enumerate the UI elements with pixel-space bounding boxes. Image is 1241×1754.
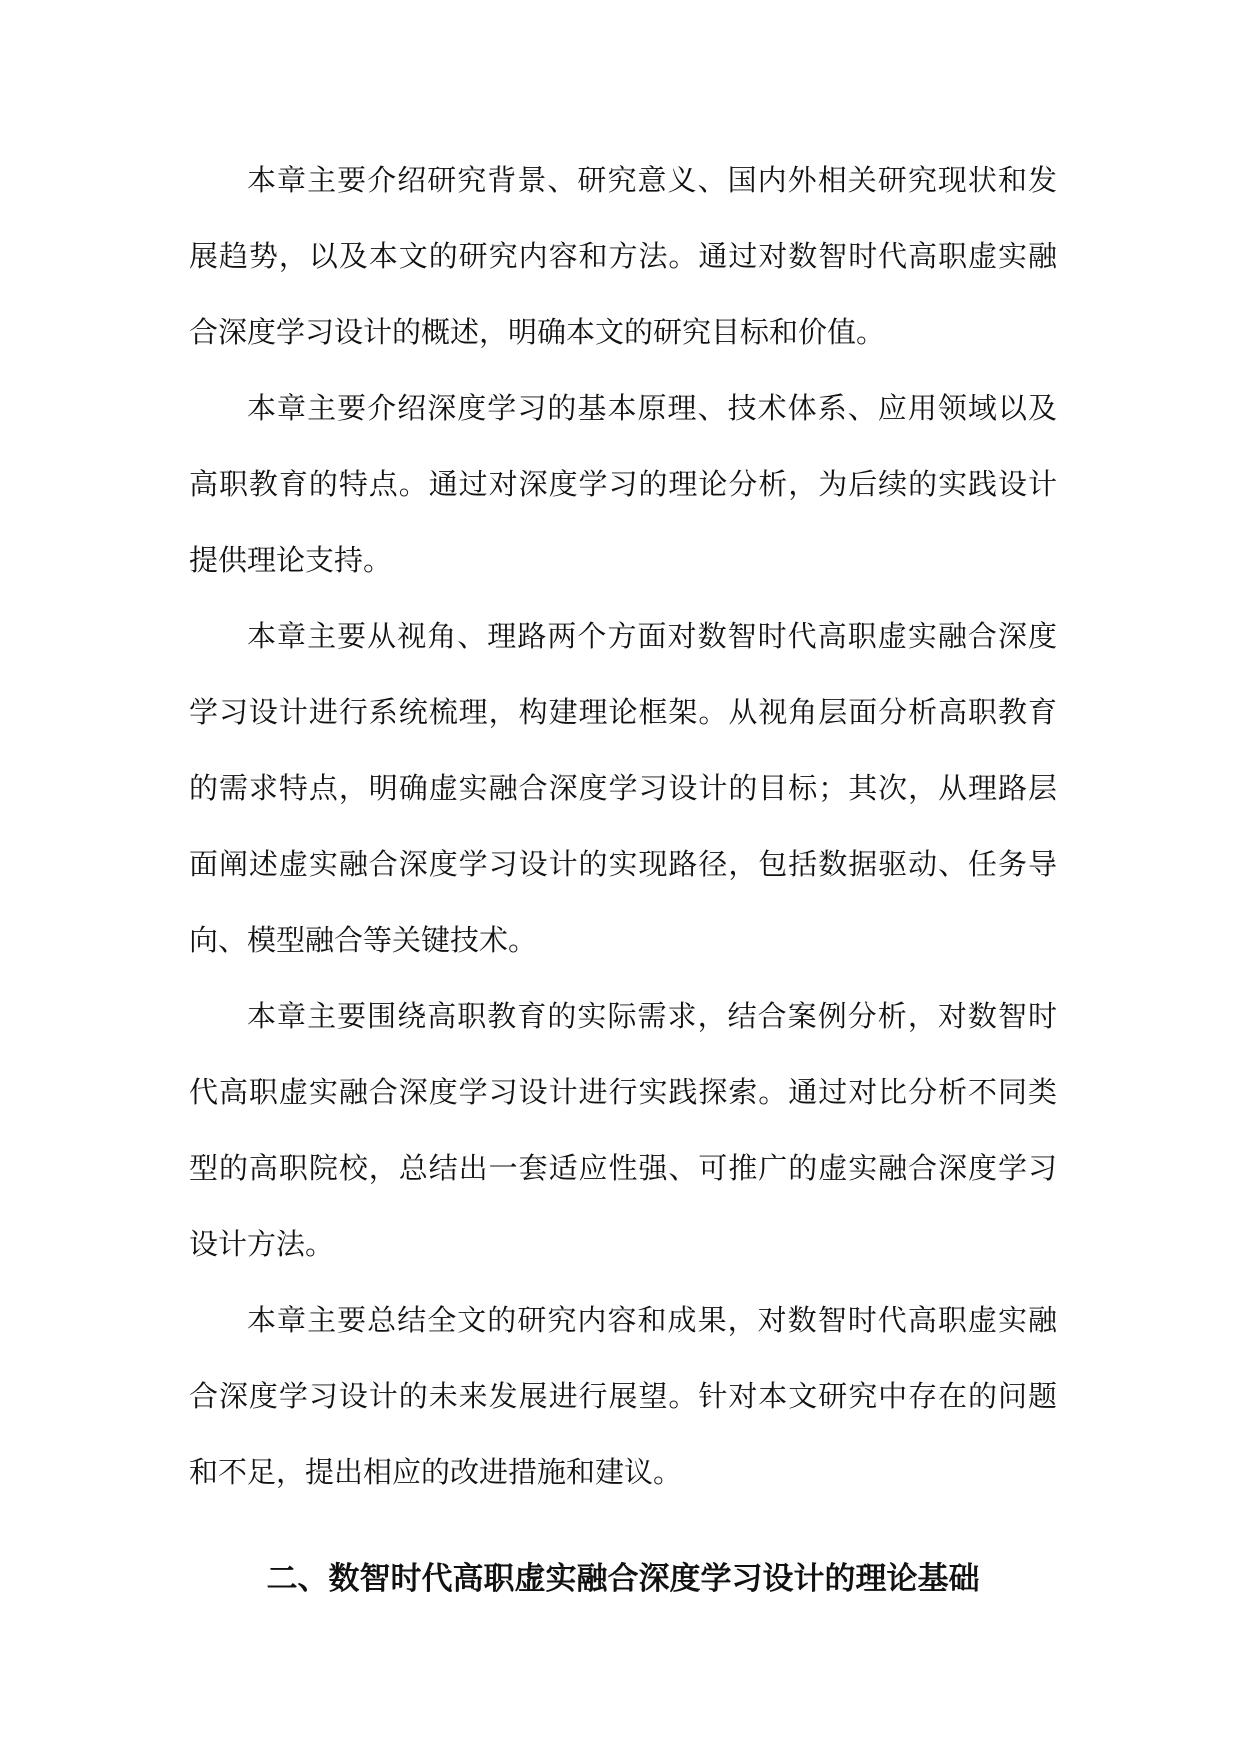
paragraph-chapter-5-summary: 本章主要总结全文的研究内容和成果，对数智时代高职虚实融合深度学习设计的未来发展进行展望。针对本文研究中存在的问题和不足，提出相应的改进措施和建议。 (189, 1303, 1057, 1489)
paragraph-chapter-2-summary: 本章主要介绍深度学习的基本原理、技术体系、应用领域以及高职教育的特点。通过对深度学习的理论分析，为后续的实践设计提供理论支持。 (189, 391, 1057, 577)
body-text (189, 142, 1057, 1510)
paragraph-chapter-1-summary: 本章主要介绍研究背景、研究意义、国内外相关研究现状和发展趋势，以及本文的研究内容和方法。通过对数智时代高职虚实融合深度学习设计的概述，明确本文的研究目标和价值。 (189, 163, 1057, 349)
paragraph-chapter-3-summary: 本章主要从视角、理路两个方面对数智时代高职虚实融合深度学习设计进行系统梳理，构建理论框架。从视角层面分析高职教育的需求特点，明确虚实融合深度学习设计的目标；其次，从理路层面阐述虚实融合深度学习设计的实现路径，包括数据驱动、任务导向、模型融合等关键技术。 (189, 619, 1057, 957)
section-heading: 二、数智时代高职虚实融合深度学习设计的理论基础 (266, 1561, 980, 1597)
paragraph-chapter-4-summary: 本章主要围绕高职教育的实际需求，结合案例分析，对数智时代高职虚实融合深度学习设计进行实践探索。通过对比分析不同类型的高职院校，总结出一套适应性强、可推广的虚实融合深度学习设计方法。 (189, 999, 1057, 1261)
